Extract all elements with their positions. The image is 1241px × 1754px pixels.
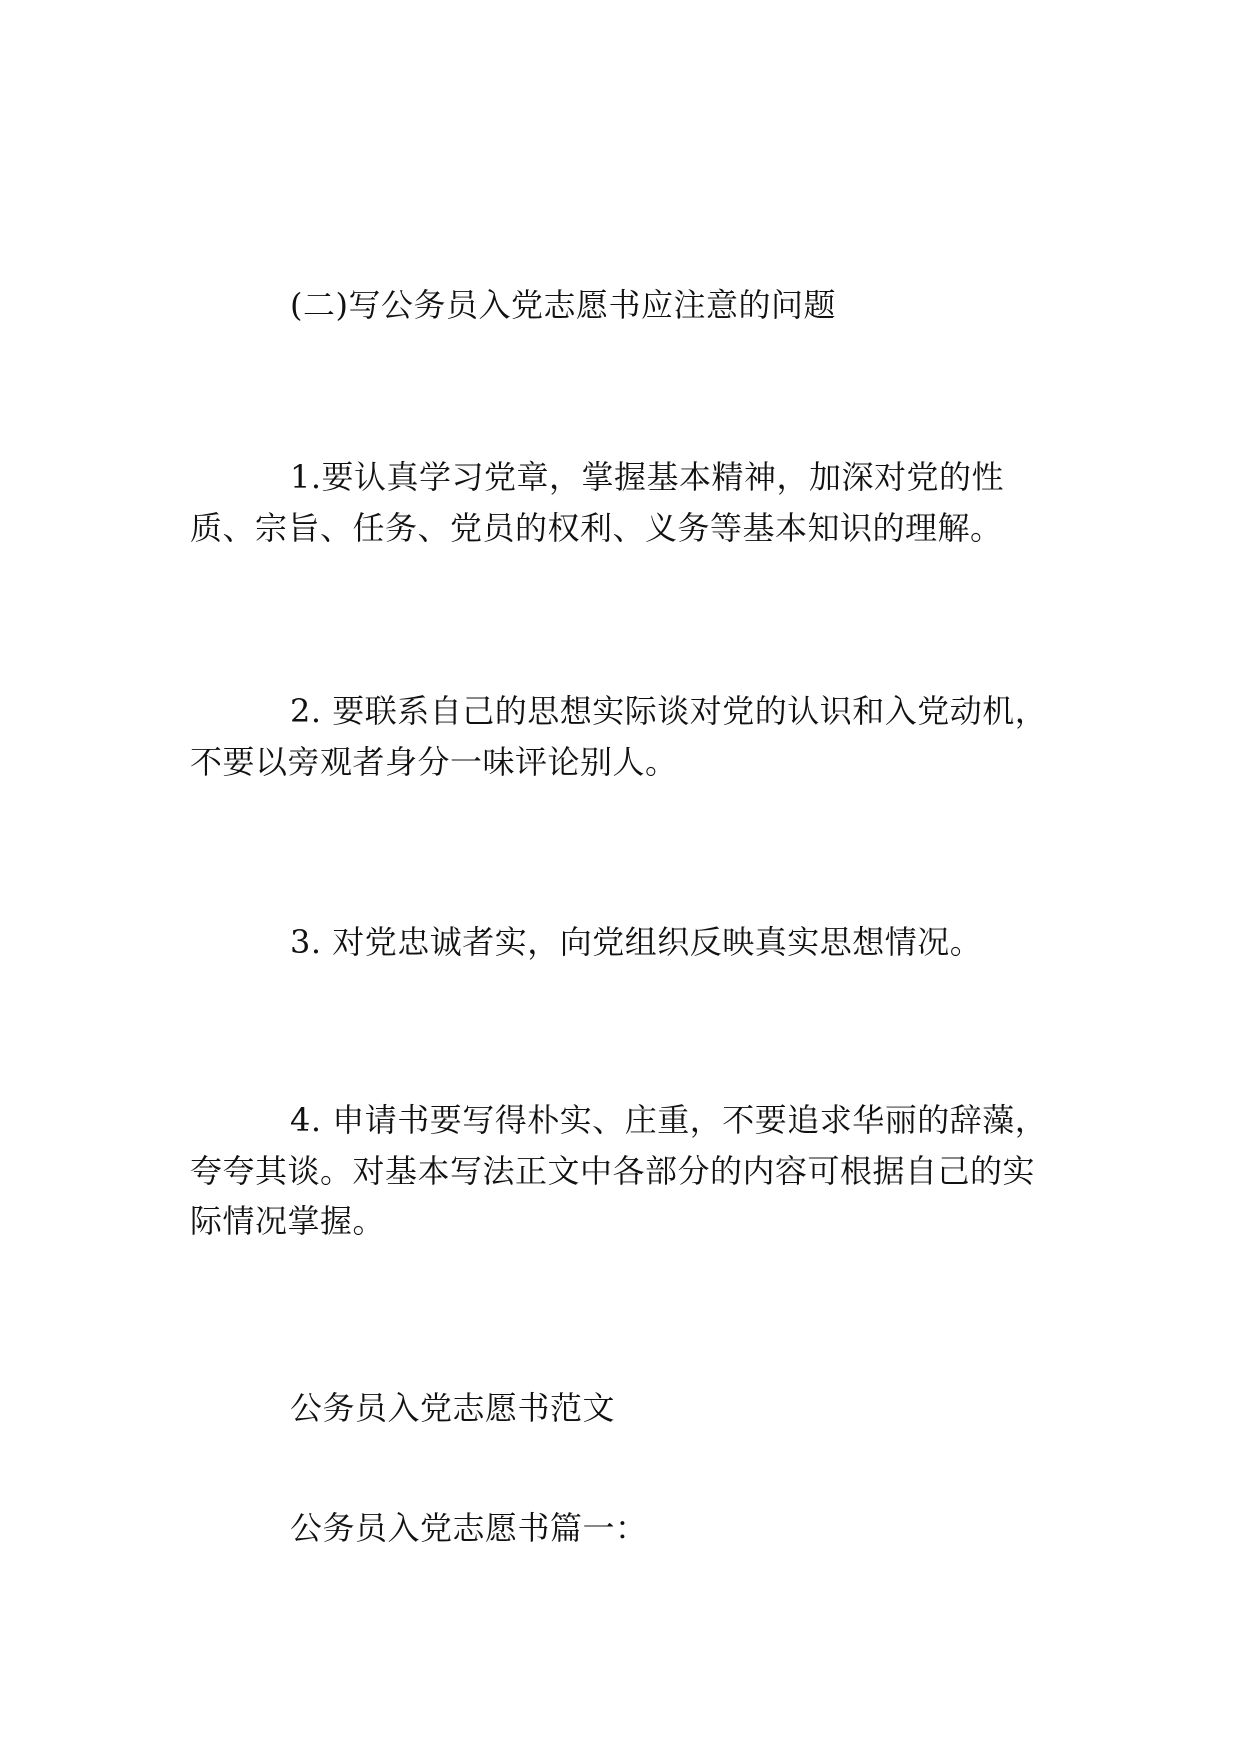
point-3: 3. 对党忠诚者实，向党组织反映真实思想情况。 [290,923,983,961]
sample-title: 公务员入党志愿书范文 [290,1389,616,1427]
point-2: 2. 要联系自己的思想实际谈对党的认识和入党动机，不要以旁观者身分一味评论别人。 [190,692,1048,781]
point-1: 1.要认真学习党章，掌握基本精神，加深对党的性质、宗旨、任务、党员的权利、义务等基本知识的理解。 [190,458,1005,547]
sample-subtitle: 公务员入党志愿书篇一： [290,1509,648,1547]
section-heading: (二)写公务员入党志愿书应注意的问题 [290,286,836,324]
point-4: 4. 申请书要写得朴实、庄重，不要追求华丽的辞藻，夸夸其谈。对基本写法正文中各部分的内容可根据自己的实际情况掌握。 [190,1101,1048,1241]
